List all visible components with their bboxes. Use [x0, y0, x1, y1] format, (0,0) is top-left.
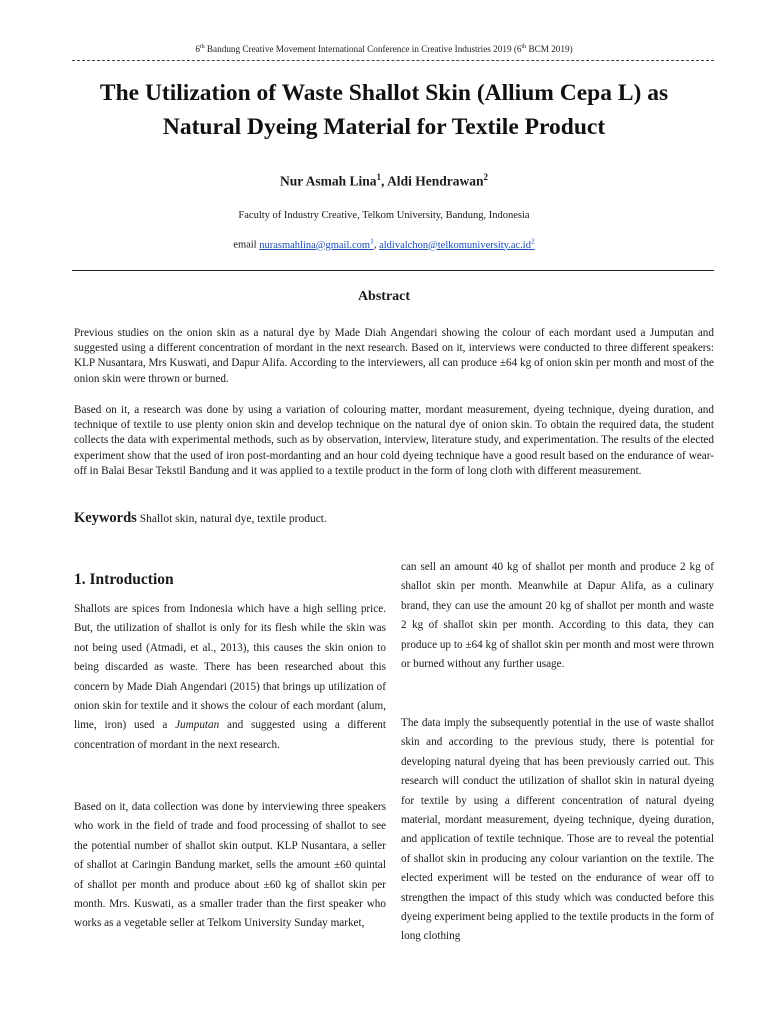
- author-line: [0, 172, 768, 190]
- email-line: [0, 236, 768, 251]
- conf-number: 6: [195, 44, 200, 55]
- header-divider: [72, 60, 714, 61]
- intro-paragraph-3: can sell an amount 40 kg of shallot per month and produce 2 kg of shallot skin per month. Meanwhile at Dapur Alifa, as a culinary brand, they can use the amount 20 kg of shallot per month and waste 2 kg of shallot skin per month. According to this data, they can produce up to ±64 kg of shallot skin per month and most were thrown or burned without any further usage.: [401, 561, 714, 671]
- author-1-sup: 1: [376, 172, 382, 182]
- email-1-sup: 1: [370, 236, 374, 245]
- email-2-sup: 2: [530, 236, 535, 245]
- abstract-paragraph-1: Previous studies on the onion skin as a natural dye by Made Diah Angendari showing the colour of each mordant used a Jumputan and suggested using a different concentration of mordant in the next research. Based on it, interviews were conducted to three different speakers: KLP Nusantara, Mrs Kuswati, and Dapur Alifa. According to the interviewers, all can produce ±64 kg of onion skin per month and most of the onion skin were thrown or burned.: [74, 327, 714, 385]
- bcm-number: 6: [516, 44, 522, 55]
- intro-p1-italic-term: Jumputan: [175, 719, 220, 732]
- intro-p1-part-b: and suggested using a different concentration of mordant in the next research.: [74, 719, 386, 751]
- intro-paragraph-1: [74, 600, 386, 755]
- abstract-heading: Abstract: [357, 289, 411, 304]
- conf-text: Bandung Creative Movement International Conference in Creative Industries 2019 (: [204, 44, 517, 55]
- keywords-label: Keywords: [74, 510, 137, 526]
- intro-paragraph-2: Based on it, data collection was done by interviewing three speakers who work in the field of trade and food processing of shallot to see the potential number of shallot skin output. KLP Nusantara, a seller of shallot at Caringin Bandung market, sells the amount ±60 quintal of shallot per month and produce about ±60 kg of shallot skin per month. Mrs. Kuswati, as a smaller trader than the first speaker who works as a vegetable seller at Telkom University Sunday market,: [74, 801, 386, 930]
- email-link-1[interactable]: [259, 236, 374, 251]
- author-2-sup: 2: [483, 172, 488, 182]
- intro-p1-part-a: Shallots are spices from Indonesia which have a high selling price. But, the utilization of shallot is only for its flesh while the skin was not being used (Atmadi, et al., 2013), this causes the skin onion to being discarded as waste. There has been researched about this concern by Made Diah Angendari (2015) that brings up utilization of onion skin for textile and it shows the colour of each mordant (alum, lime, iron) used a: [74, 603, 386, 732]
- affiliation: Faculty of Industry Creative, Telkom University, Bandung, Indonesia: [238, 210, 530, 221]
- paper-title: The Utilization of Waste Shallot Skin (Allium Cepa L) as Natural Dyeing Material for Textile Product: [99, 80, 669, 140]
- keywords-text: Shallot skin, natural dye, textile product.: [136, 513, 327, 525]
- email-2-text: aldivalchon@telkomuniversity.ac.id: [379, 239, 531, 251]
- conference-header: [0, 44, 768, 54]
- email-separator: ,: [373, 239, 380, 251]
- email-label: email: [233, 239, 260, 251]
- author-2: Aldi Hendrawan: [387, 173, 484, 189]
- intro-paragraph-4: The data imply the subsequently potential in the use of waste shallot skin and according to the previous study, there is potential for developing natural dyeing that has been previously carried out. This research will conduct the utilization of shallot skin in natural dyeing for textile by using a different concentration of natural dyeing material, mordant measurement, dyeing technique, dyeing duration, and application of textile technique. Those are to reveal the potential of shallot skin in producing any colour variantion on the textile. The elected experiment will be tested on the endurance of wear off to strengthen the impact of this study which was conducted before this dyeing experiment being applied to the textile products in the form of long clothing: [401, 717, 714, 943]
- email-link-2[interactable]: [379, 236, 535, 251]
- abstract-divider: [72, 270, 714, 271]
- bcm-superscript: th: [521, 44, 527, 50]
- keywords-line: [74, 510, 714, 527]
- author-separator: ,: [381, 173, 388, 189]
- author-1: Nur Asmah Lina: [280, 173, 377, 189]
- bcm-text: BCM 2019): [526, 44, 573, 55]
- email-1-text: nurasmahlina@gmail.com: [259, 239, 371, 251]
- section-heading-introduction: 1. Introduction: [74, 571, 174, 588]
- conf-superscript: th: [199, 44, 205, 50]
- abstract-paragraph-2: Based on it, a research was done by using a variation of colouring matter, mordant measurement, dyeing technique, dyeing duration, and technique of textile to use plenty onion skin and develop technique on the natural dye of onion skin. To obtain the required data, the student collects the data with experimental methods, such as by observation, interview, literature study, and experimentation. The results of the elected experiment show that the used of iron post-mordanting and an hour cold dyeing technique have a good result based on the endurance of wear-off in Balai Besar Tekstil Bandung and it was applied to a textile product in the form of long cloth with different measurement.: [74, 404, 714, 477]
